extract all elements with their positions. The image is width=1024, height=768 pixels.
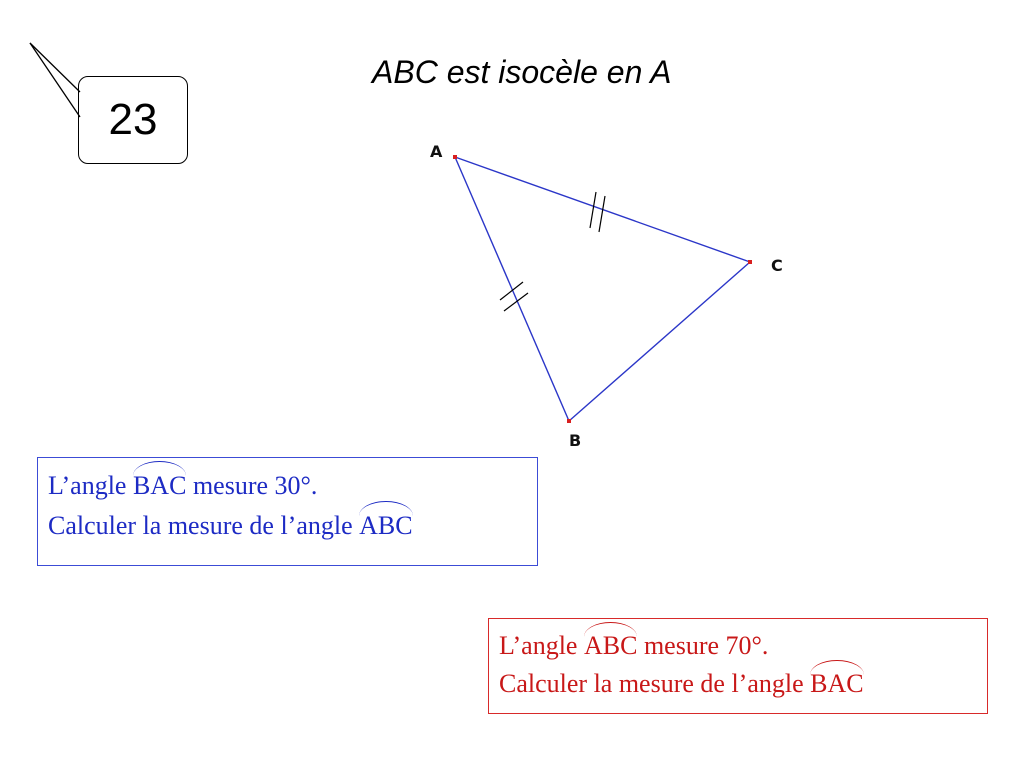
problem-2-line-1 [499, 627, 977, 665]
problem-1-line-1 [48, 466, 527, 506]
problem-1-text-2: mesure 30°. [186, 471, 318, 500]
callout-pointer [30, 43, 80, 117]
problem-1-text-1: L’angle [48, 471, 133, 500]
angle-bac-label: BAC [810, 665, 863, 703]
triangle-abc [430, 142, 783, 450]
slide-title: ABC est isocèle en A [372, 54, 672, 90]
side-ab [455, 157, 569, 421]
equal-marks-ab [500, 282, 528, 311]
problem-2-text-1: L’angle [499, 631, 584, 660]
vertex-label-a: A [430, 142, 443, 161]
slide-number: 23 [108, 95, 158, 144]
point-c [748, 260, 752, 264]
angle-abc-label: ABC [359, 506, 412, 546]
problem-1-text-3: Calculer la mesure de l’angle [48, 511, 360, 540]
problem-box-blue [37, 457, 538, 566]
equal-marks-ac [590, 192, 605, 232]
vertex-label-b: B [569, 431, 582, 450]
problem-2-text-3: Calculer la mesure de l’angle [499, 669, 811, 698]
vertex-label-c: C [771, 256, 783, 275]
problem-2-line-2 [499, 665, 977, 703]
point-b [567, 419, 571, 423]
angle-bac-label: BAC [133, 466, 186, 506]
side-bc [569, 262, 750, 421]
problem-2-text-2: mesure 70°. [637, 631, 769, 660]
point-a [453, 155, 457, 159]
problem-box-red [488, 618, 988, 714]
angle-abc-label: ABC [584, 627, 637, 665]
slide-number-bubble [78, 76, 188, 164]
problem-1-line-2 [48, 506, 527, 546]
